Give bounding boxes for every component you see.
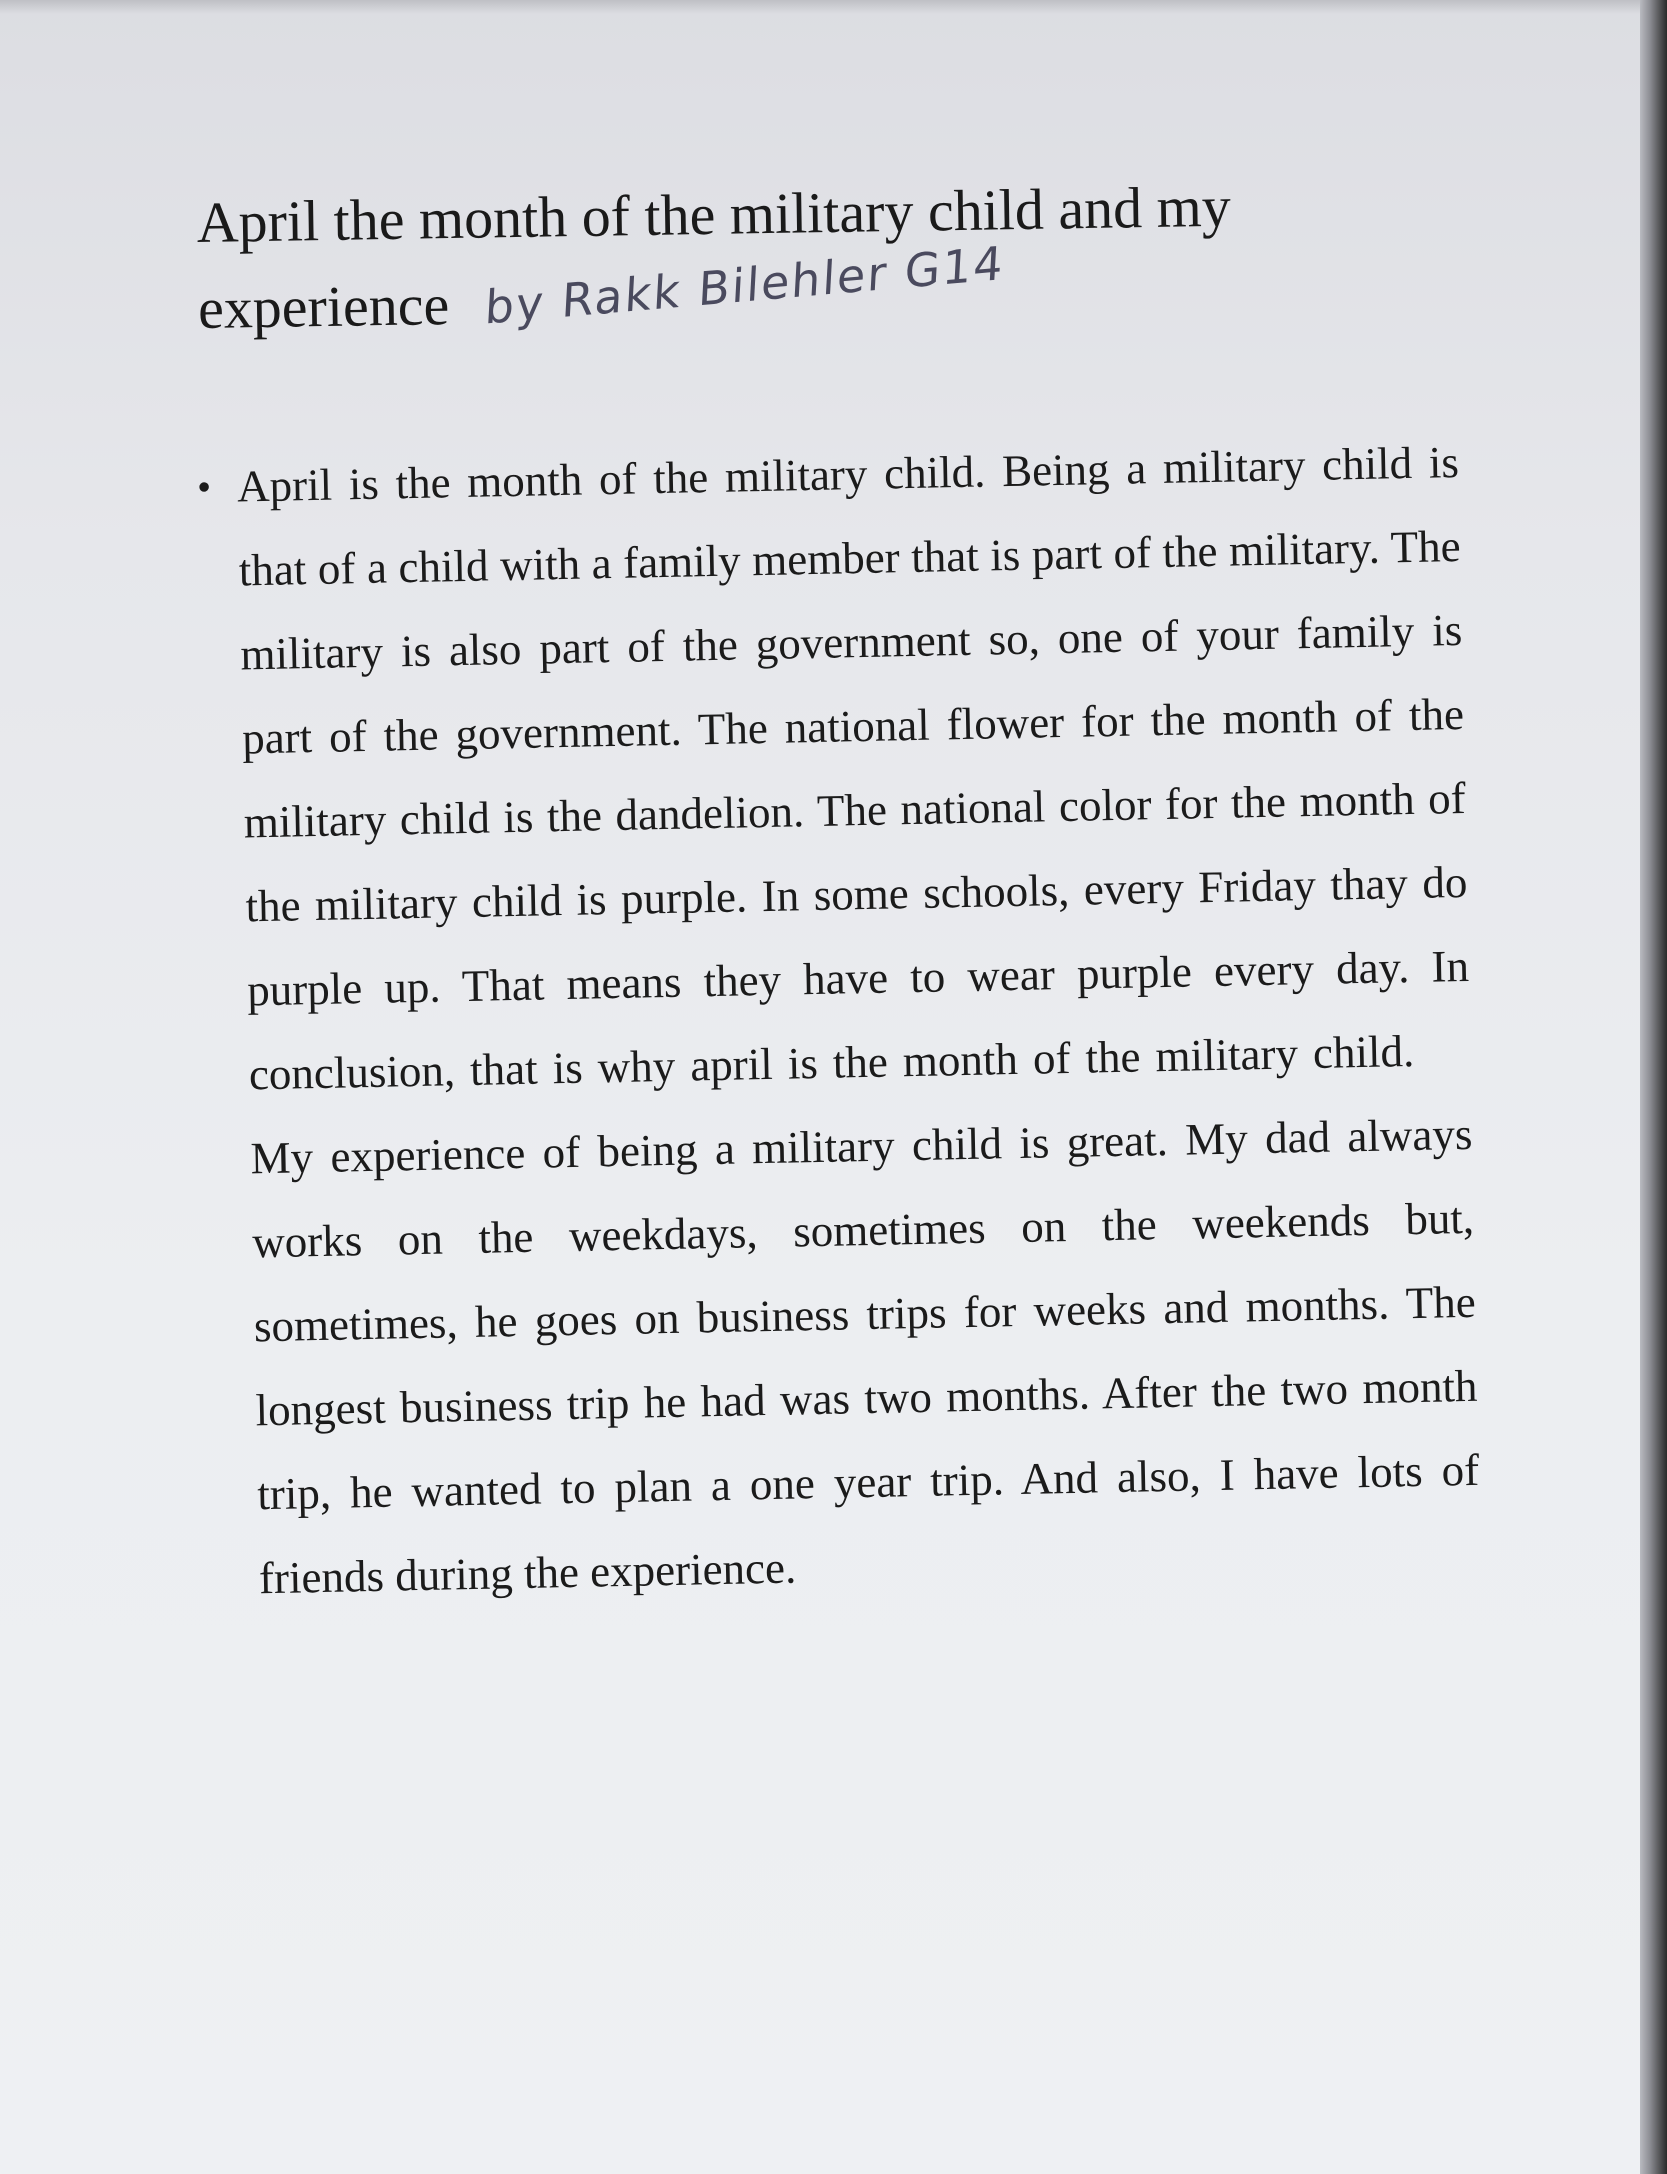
title-line-2 (197, 235, 1458, 355)
essay-title (196, 160, 1459, 355)
top-shadow (0, 0, 1640, 14)
title-line-2-text: experience (197, 272, 450, 341)
essay-body (196, 420, 1481, 1620)
handwritten-author: by Rakk Bilehler G14 (483, 235, 1007, 335)
bullet-marker: • (196, 464, 212, 510)
page-edge (1640, 0, 1667, 2174)
essay-paragraph: April is the month of the military child. Being a military child is that of a child with a family member that is part of the military. The military is also part of the government so, one of your family is part of the government. The national flower for the month of the military child is the dandelion. The national color for the month of the military child is purple. In some schools, every Friday thay do purple up. That means they have to wear purple every day. In conclusion, that is why april is the month of the military child. My experience of being a military child is great. My dad always works on the weekdays, sometimes on the weekends but, sometimes, he goes on business trips for weeks and months. The longest business trip he had was two months. After the two month trip, he wanted to plan a one year trip. And also, I have lots of friends during the experience. (236, 436, 1480, 1604)
title-line-1: April the month of the military child and my (196, 173, 1232, 255)
